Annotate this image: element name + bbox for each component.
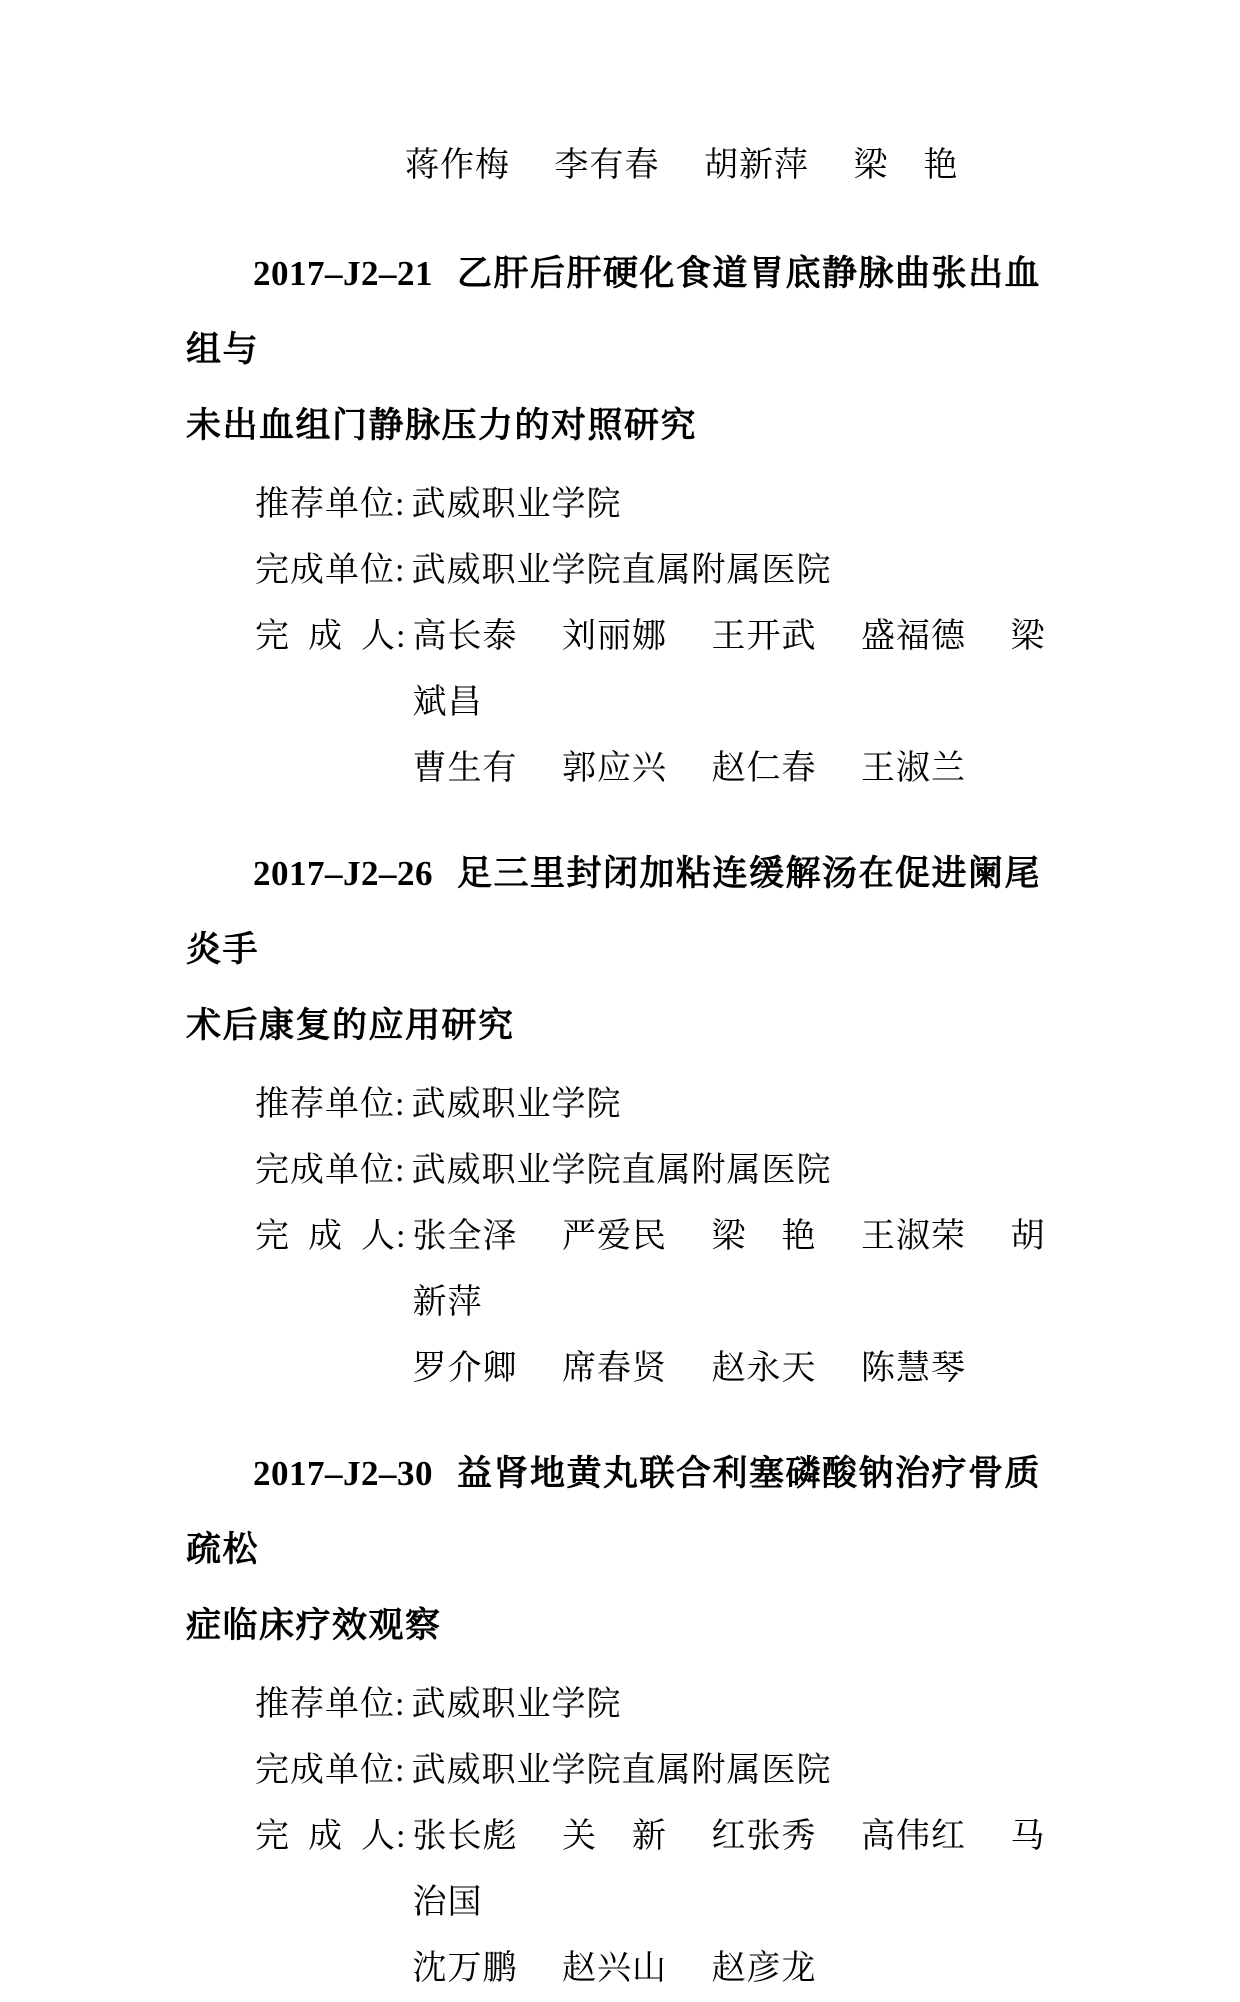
completers-names-line-2: 曹生有 郭应兴 赵仁春 王淑兰 [412,750,966,787]
project-title [186,236,1064,464]
completers-names [406,1804,1064,2002]
project-title-line-2: 术后康复的应用研究 [186,1006,515,1045]
recommend-unit-label: 推荐单位: [255,1086,406,1123]
recommend-unit-value: 武威职业学院 [411,486,622,523]
recommend-unit-row [186,1072,1064,1138]
completers-names-line-1: 张全泽 严爱民 梁 艳 王淑荣 胡新萍 [412,1218,1046,1321]
project-section-2017-J2-21 [186,236,1064,802]
project-title-line-1: 乙肝后肝硬化食道胃底静脉曲张出血组与 [186,254,1042,369]
completers-label: 完 成 人: [255,1218,407,1255]
project-title [186,836,1064,1064]
recommend-unit-value: 武威职业学院 [411,1086,622,1123]
recommend-unit-label: 推荐单位: [255,1686,406,1723]
completers-row [186,1204,1064,1402]
project-title-line-1: 益肾地黄丸联合利塞磷酸钠治疗骨质疏松 [186,1454,1042,1569]
project-code: 2017–J2–26 [253,854,433,893]
project-section-2017-J2-30 [186,1436,1064,2002]
complete-unit-row [186,1138,1064,1204]
recommend-unit-value: 武威职业学院 [411,1686,622,1723]
recommend-unit-label: 推荐单位: [255,486,406,523]
completers-names [406,1204,1064,1402]
project-title-line-2: 未出血组门静脉压力的对照研究 [186,406,698,445]
recommend-unit-row [186,1672,1064,1738]
project-title-line-2: 症临床疗效观察 [186,1606,442,1645]
completers-names [406,604,1064,802]
complete-unit-value: 武威职业学院直属附属医院 [411,552,832,589]
complete-unit-value: 武威职业学院直属附属医院 [411,1752,832,1789]
completers-names-line-2: 罗介卿 席春贤 赵永天 陈慧琴 [412,1350,966,1387]
complete-unit-row [186,538,1064,604]
completers-names-line-1: 高长泰 刘丽娜 王开武 盛福德 梁斌昌 [412,618,1046,721]
completers-row [186,1804,1064,2002]
complete-unit-label: 完成单位: [255,1152,406,1189]
complete-unit-label: 完成单位: [255,1752,406,1789]
completers-label: 完 成 人: [255,1818,407,1855]
continued-completers-line: 蒋作梅 李有春 胡新萍 梁 艳 [405,147,959,184]
project-section-2017-J2-26 [186,836,1064,1402]
completers-label: 完 成 人: [255,618,407,655]
recommend-unit-row [186,472,1064,538]
completers-names-line-2: 沈万鹏 赵兴山 赵彦龙 [412,1950,817,1987]
completers-names-line-1: 张长彪 关 新 红张秀 高伟红 马治国 [412,1818,1046,1921]
project-title-line-1: 足三里封闭加粘连缓解汤在促进阑尾炎手 [186,854,1042,969]
project-code: 2017–J2–21 [253,254,433,293]
complete-unit-label: 完成单位: [255,552,406,589]
complete-unit-row [186,1738,1064,1804]
project-code: 2017–J2–30 [253,1454,433,1493]
project-title [186,1436,1064,1664]
complete-unit-value: 武威职业学院直属附属医院 [411,1152,832,1189]
completers-row [186,604,1064,802]
